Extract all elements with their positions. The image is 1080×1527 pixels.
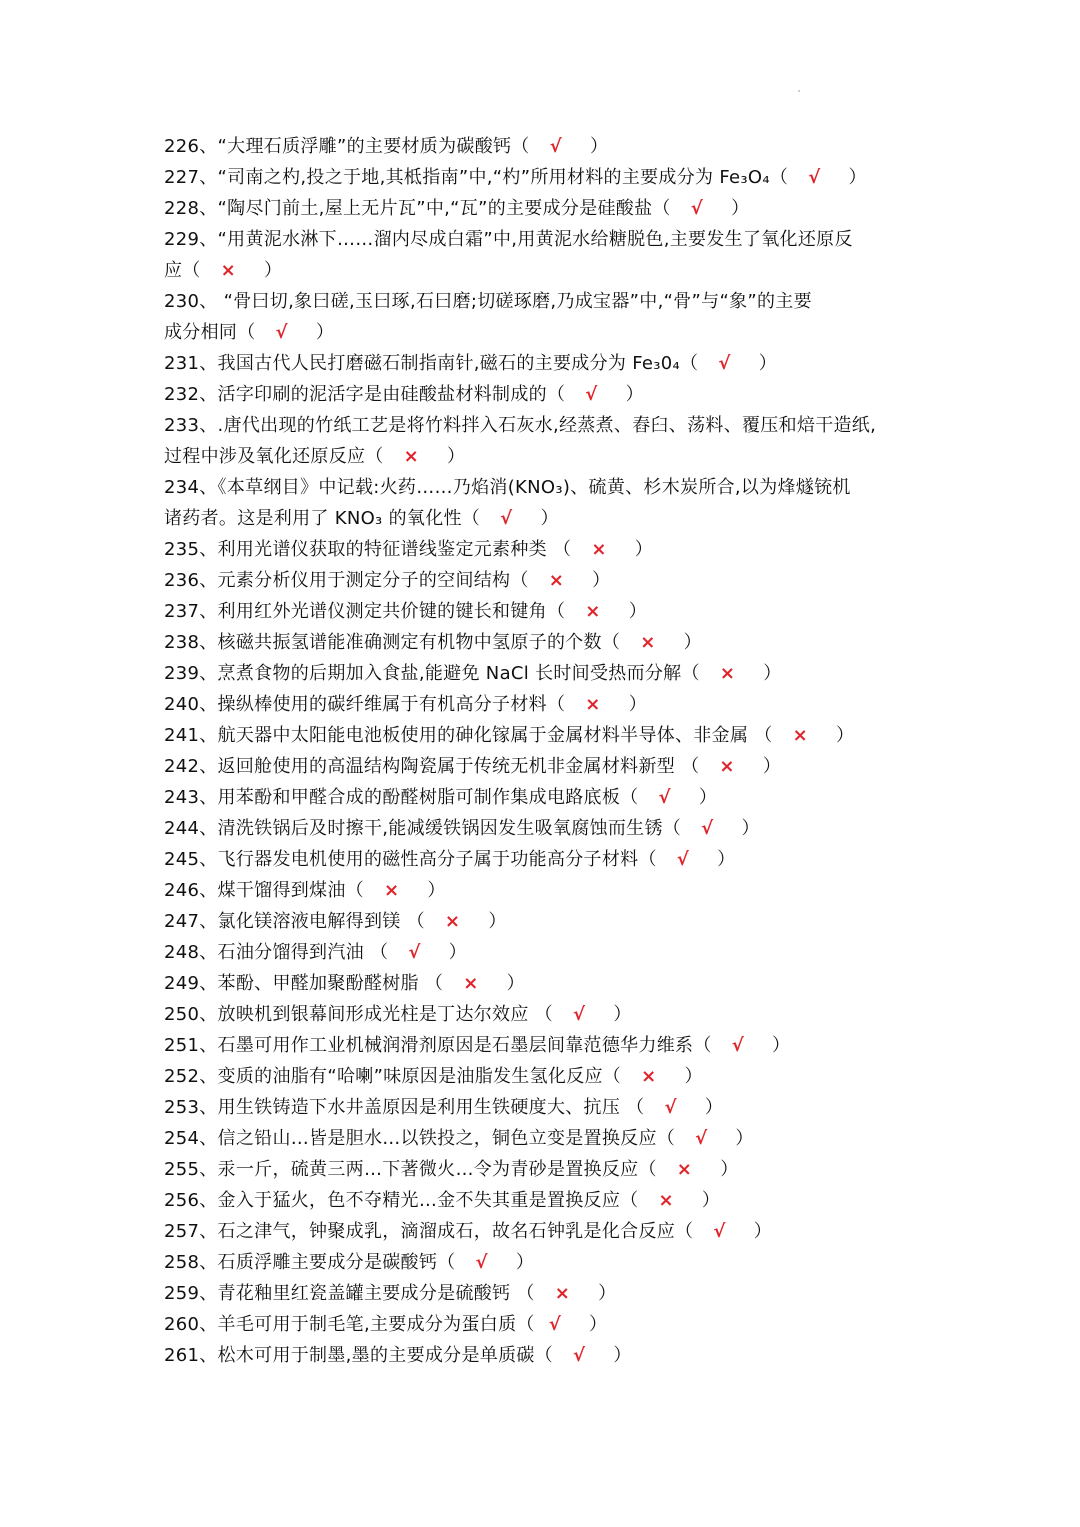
closing-paren: ） <box>725 198 750 219</box>
question-text: 230、 “骨曰切,象曰磋,玉曰琢,石曰磨;切磋琢磨,乃成宝器”中,“骨”与“象”的主要 <box>164 291 812 312</box>
closing-paren: ） <box>607 1345 632 1366</box>
wrong-mark: × <box>403 446 420 467</box>
question-line <box>164 689 924 720</box>
correct-mark: √ <box>573 1345 586 1366</box>
closing-paren: ） <box>735 818 760 839</box>
question-line <box>164 441 924 472</box>
wrong-mark: × <box>444 911 461 932</box>
question-line <box>164 224 924 255</box>
question-line <box>164 1030 924 1061</box>
closing-paren: ） <box>622 694 647 715</box>
closing-paren: ） <box>692 787 718 808</box>
correct-mark: √ <box>549 136 562 157</box>
question-line <box>164 968 924 999</box>
wrong-mark: × <box>676 1159 693 1180</box>
question-line <box>164 875 924 906</box>
question-line <box>164 565 924 596</box>
question-text: 247、氯化镁溶液电解得到镁 （ <box>164 911 431 932</box>
correct-mark: √ <box>585 384 598 405</box>
question-line <box>164 131 924 162</box>
question-line <box>164 720 924 751</box>
question-line <box>164 503 924 534</box>
question-text: 246、煤干馏得到煤油（ <box>164 880 370 901</box>
question-line <box>164 596 924 627</box>
question-text: 239、烹煮食物的后期加入食盐,能避免 NaCl 长时间受热而分解（ <box>164 663 706 684</box>
question-line <box>164 658 924 689</box>
wrong-mark: × <box>640 632 656 653</box>
question-text: 260、羊毛可用于制毛笔,主要成分为蛋白质（ <box>164 1314 535 1335</box>
question-line <box>164 348 924 379</box>
closing-paren: ） <box>592 1283 617 1304</box>
question-text: 240、操纵棒使用的碳纤维属于有机高分子材料（ <box>164 694 572 715</box>
question-text: 256、金入于猛火，色不夺精光…金不失其重是置换反应（ <box>164 1190 645 1211</box>
correct-mark: √ <box>408 942 421 963</box>
question-text: 233、.唐代出现的竹纸工艺是将竹料拌入石灰水,经蒸煮、舂臼、荡料、覆压和焙干造纸, <box>164 415 877 436</box>
question-text: 245、飞行器发电机使用的磁性高分子属于功能高分子材料（ <box>164 849 663 870</box>
question-text: 238、核磁共振氢谱能准确测定有机物中氢原子的个数（ <box>164 632 627 653</box>
wrong-mark: × <box>548 570 565 591</box>
wrong-mark: × <box>658 1190 674 1211</box>
closing-paren: ） <box>628 539 654 560</box>
question-text: 229、“用黄泥水淋下……溜内尽成白霜”中,用黄泥水给糖脱色,主要发生了氧化还原反 <box>164 229 853 250</box>
wrong-mark: × <box>585 601 601 622</box>
question-text: 244、清洗铁锅后及时擦干,能减缓铁锅因发生吸氧腐蚀而生锈（ <box>164 818 688 839</box>
question-text: 248、石油分馏得到汽油 （ <box>164 942 395 963</box>
question-line <box>164 782 924 813</box>
question-line <box>164 1216 924 1247</box>
wrong-mark: × <box>641 1066 657 1087</box>
correct-mark: √ <box>808 167 821 188</box>
question-text: 252、变质的油脂有“哈喇”味原因是油脂发生氢化反应（ <box>164 1066 628 1087</box>
question-line <box>164 379 924 410</box>
closing-paren: ） <box>607 1004 632 1025</box>
closing-paren: ） <box>678 1066 703 1087</box>
question-text: 251、石墨可用作工业机械润滑剂原因是石墨层间靠范德华力维系（ <box>164 1035 718 1056</box>
question-text: 232、活字印刷的泥活字是由硅酸盐材料制成的（ <box>164 384 572 405</box>
question-line <box>164 1340 924 1371</box>
closing-paren: ） <box>482 911 507 932</box>
question-line <box>164 286 924 317</box>
closing-paren: ） <box>619 384 644 405</box>
closing-paren: ） <box>711 849 736 870</box>
correct-mark: √ <box>275 322 288 343</box>
question-line <box>164 1092 924 1123</box>
question-line <box>164 844 924 875</box>
correct-mark: √ <box>713 1221 726 1242</box>
correct-mark: √ <box>690 198 704 219</box>
wrong-mark: × <box>554 1283 571 1304</box>
closing-paren: ） <box>442 942 467 963</box>
correct-mark: √ <box>658 787 671 808</box>
closing-paren: ） <box>842 167 867 188</box>
closing-paren: ） <box>729 1128 754 1149</box>
closing-paren: ） <box>714 1159 739 1180</box>
correct-mark: √ <box>718 353 731 374</box>
wrong-mark: × <box>463 973 479 994</box>
page-dot <box>798 90 800 92</box>
closing-paren: ） <box>583 1314 608 1335</box>
question-line <box>164 627 924 658</box>
question-text: 236、元素分析仪用于测定分子的空间结构（ <box>164 570 535 591</box>
closing-paren: ） <box>509 1252 535 1273</box>
wrong-mark: × <box>383 880 400 901</box>
question-text: 227、“司南之杓,投之于地,其柢指南”中,“杓”所用材料的主要成分为 Fe₃O₄（ <box>164 167 795 188</box>
closing-paren: ） <box>500 973 525 994</box>
question-line <box>164 255 924 286</box>
question-text: 258、石质浮雕主要成分是碳酸钙（ <box>164 1252 462 1273</box>
question-text: 226、“大理石质浮雕”的主要材质为碳酸钙（ <box>164 136 536 157</box>
question-line <box>164 813 924 844</box>
question-line <box>164 906 924 937</box>
question-text: 259、青花釉里红瓷盖罐主要成分是硫酸钙 （ <box>164 1283 541 1304</box>
question-text: 254、信之铅山…皆是胆水…以铁投之，铜色立变是置换反应（ <box>164 1128 682 1149</box>
closing-paren: ） <box>830 725 855 746</box>
question-text: 249、苯酚、甲醛加聚酚醛树脂 （ <box>164 973 450 994</box>
question-text: 228、“陶尽门前土,屋上无片瓦”中,“瓦”的主要成分是硅酸盐（ <box>164 198 677 219</box>
question-text: 应（ <box>164 260 207 281</box>
question-text: 237、利用红外光谱仪测定共价键的键长和键角（ <box>164 601 572 622</box>
wrong-mark: × <box>719 756 735 777</box>
closing-paren: ） <box>698 1097 724 1118</box>
question-text: 成分相同（ <box>164 322 262 343</box>
question-text: 243、用苯酚和甲醛合成的酚醛树脂可制作集成电路底板（ <box>164 787 645 808</box>
question-line <box>164 1247 924 1278</box>
wrong-mark: × <box>591 539 607 560</box>
question-text: 过程中涉及氧化还原反应（ <box>164 446 390 467</box>
question-text: 诸药者。这是利用了 KNO₃ 的氧化性（ <box>164 508 487 529</box>
question-line <box>164 1061 924 1092</box>
closing-paren: ） <box>441 446 466 467</box>
closing-paren: ） <box>622 601 647 622</box>
question-line <box>164 1123 924 1154</box>
correct-mark: √ <box>500 508 513 529</box>
question-line <box>164 1154 924 1185</box>
question-line <box>164 534 924 565</box>
wrong-mark: × <box>792 725 808 746</box>
correct-mark: √ <box>664 1097 677 1118</box>
closing-paren: ） <box>677 632 702 653</box>
wrong-mark: × <box>220 260 237 281</box>
question-line <box>164 1185 924 1216</box>
question-line <box>164 410 924 441</box>
wrong-mark: × <box>585 694 601 715</box>
question-line <box>164 1309 924 1340</box>
question-line <box>164 317 924 348</box>
closing-paren: ） <box>421 880 446 901</box>
question-text: 253、用生铁铸造下水井盖原因是利用生铁硬度大、抗压 （ <box>164 1097 651 1118</box>
closing-paren: ） <box>757 663 782 684</box>
question-line <box>164 193 924 224</box>
correct-mark: √ <box>573 1004 586 1025</box>
closing-paren: ） <box>747 1221 773 1242</box>
question-text: 231、我国古代人民打磨磁石制指南针,磁石的主要成分为 Fe₃0₄（ <box>164 353 705 374</box>
closing-paren: ） <box>752 353 777 374</box>
question-text: 235、利用光谱仪获取的特征谱线鉴定元素种类 （ <box>164 539 578 560</box>
question-list <box>164 131 924 1371</box>
closing-paren: ） <box>766 1035 791 1056</box>
wrong-mark: × <box>719 663 736 684</box>
closing-paren: ） <box>258 260 283 281</box>
correct-mark: √ <box>701 818 714 839</box>
closing-paren: ） <box>583 136 609 157</box>
question-line <box>164 1278 924 1309</box>
correct-mark: √ <box>731 1035 744 1056</box>
correct-mark: √ <box>548 1314 561 1335</box>
question-text: 241、航天器中太阳能电池板使用的砷化镓属于金属材料半导体、非金属 （ <box>164 725 779 746</box>
question-line <box>164 937 924 968</box>
correct-mark: √ <box>475 1252 488 1273</box>
question-line <box>164 751 924 782</box>
question-text: 257、石之津气，钟聚成乳，滴溜成石，故名石钟乳是化合反应（ <box>164 1221 700 1242</box>
question-line <box>164 162 924 193</box>
closing-paren: ） <box>534 508 559 529</box>
closing-paren: ） <box>586 570 611 591</box>
closing-paren: ） <box>695 1190 721 1211</box>
question-text: 250、放映机到银幕间形成光柱是丁达尔效应 （ <box>164 1004 559 1025</box>
correct-mark: √ <box>676 849 690 870</box>
question-line <box>164 472 924 503</box>
correct-mark: √ <box>695 1128 708 1149</box>
question-line <box>164 999 924 1030</box>
question-text: 261、松木可用于制墨,墨的主要成分是单质碳（ <box>164 1345 559 1366</box>
closing-paren: ） <box>309 322 335 343</box>
question-text: 234、《本草纲目》中记载:火药……乃焰消(KNO₃)、硫黄、杉木炭所合,以为烽燧铳机 <box>164 477 851 498</box>
question-text: 255、汞一斤，硫黄三两…下著微火…令为青砂是置换反应（ <box>164 1159 663 1180</box>
closing-paren: ） <box>756 756 782 777</box>
question-text: 242、返回舱使用的高温结构陶瓷属于传统无机非金属材料新型 （ <box>164 756 706 777</box>
